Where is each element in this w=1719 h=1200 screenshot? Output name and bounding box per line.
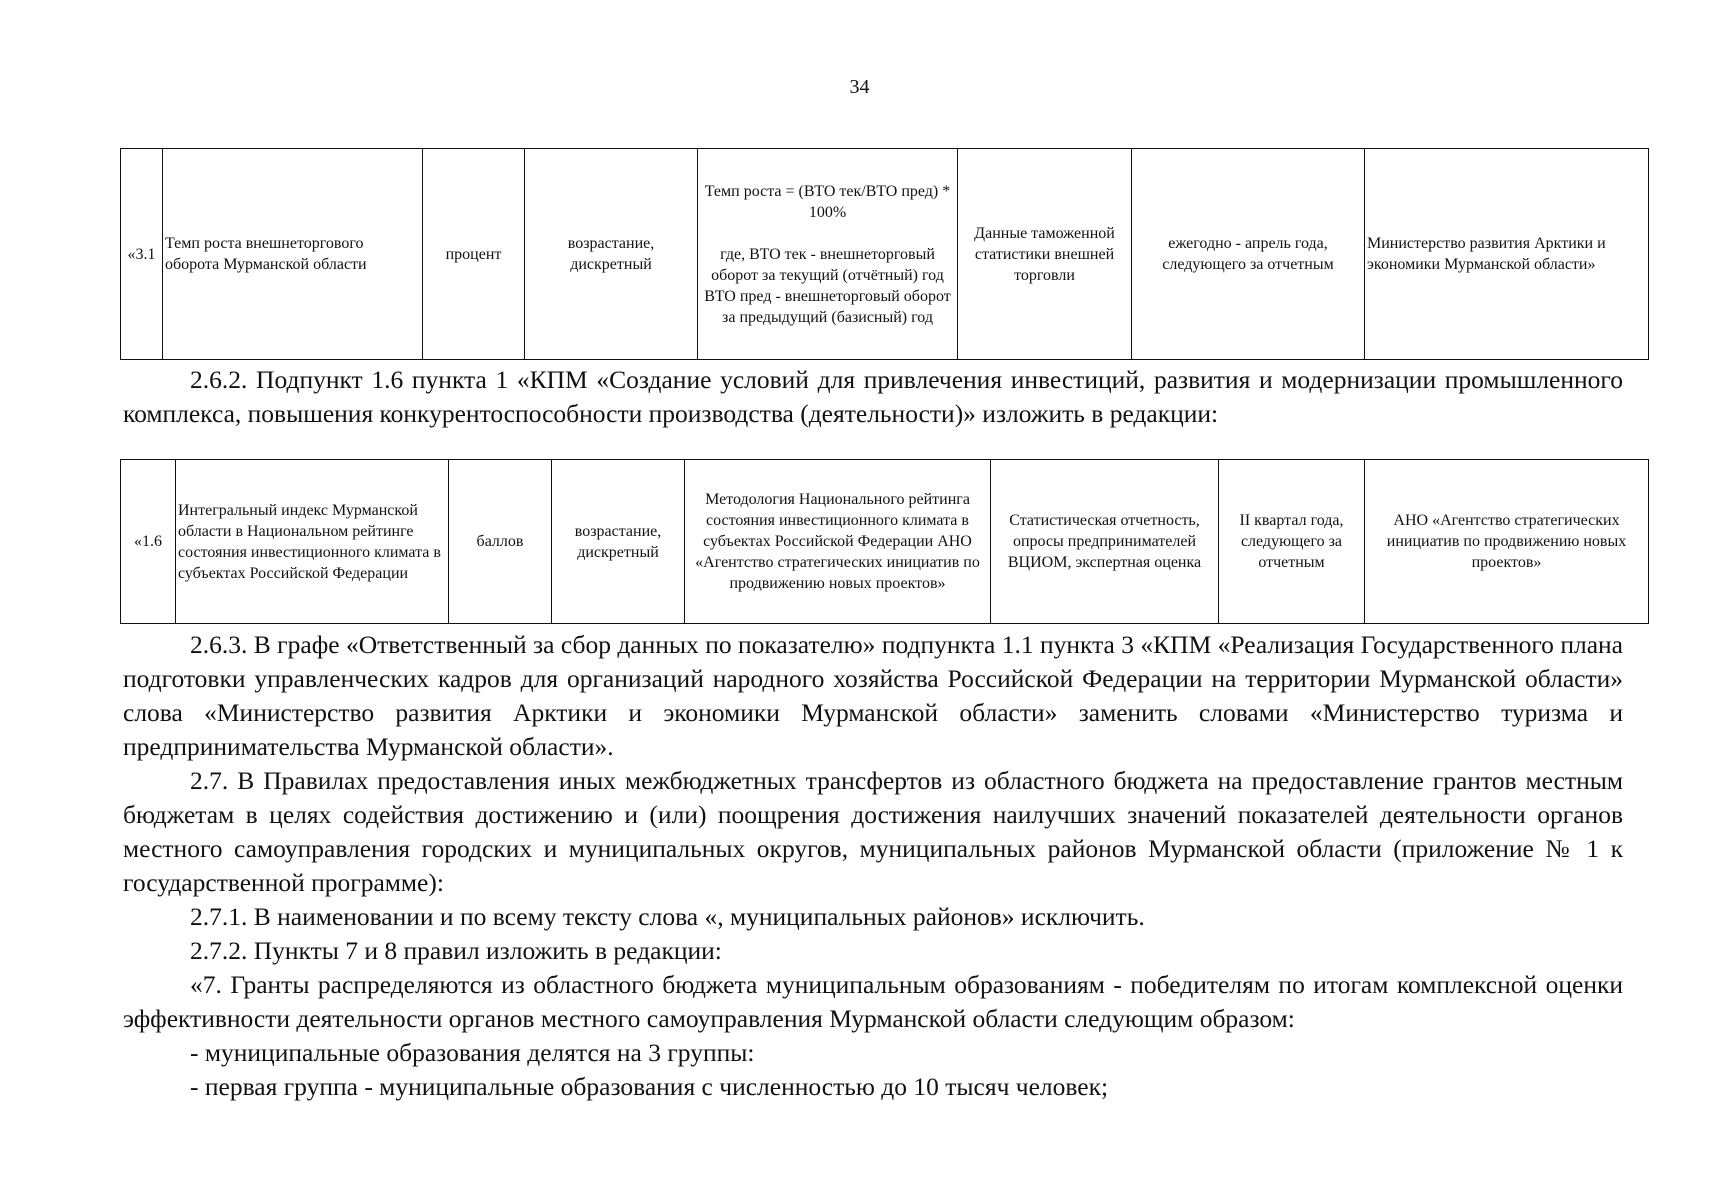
- period-cell: II квартал года, следующего за отчетным: [1219, 460, 1365, 624]
- paragraph-2-6-2-block: [123, 363, 1623, 431]
- indicator-name-cell: Темп роста внешнеторгового оборота Мурманской области: [163, 149, 423, 360]
- unit-cell: баллов: [449, 460, 552, 624]
- row-number-cell: «1.6: [121, 460, 176, 624]
- source-cell: Статистическая отчетность, опросы предпринимателей ВЦИОМ, экспертная оценка: [991, 460, 1219, 624]
- paragraph-first-group: - первая группа - муниципальные образования с численностью до 10 тысяч человек;: [190, 1072, 1109, 1101]
- unit-cell: процент: [423, 149, 525, 360]
- method-cell: Темп роста = (ВТО тек/ВТО пред) * 100% где, ВТО тек - внешнеторговый оборот за текущий (отчётный) год ВТО пред - внешнеторговый оборот за предыдущий (базисный) год: [698, 149, 958, 360]
- responsible-cell: Министерство развития Арктики и экономики Мурманской области»: [1365, 149, 1649, 360]
- period-cell: ежегодно - апрель года, следующего за отчетным: [1132, 149, 1365, 360]
- row-number-cell: «3.1: [121, 149, 163, 360]
- paragraph-2-6-3: 2.6.3. В графе «Ответственный за сбор данных по показателю» подпункта 1.1 пункта 3 «КПМ «Реализация Государственного плана подготовки управленческих кадров для организаций народного хозяйства Российской Федерации на территории Мурманской области» слова «Министерство развития Арктики и экономики Мурманской области» заменить словами «Министерство туризма и предпринимательства Мурманской области».: [123, 630, 1623, 761]
- indicator-table-3-1: [120, 148, 1649, 360]
- source-cell: Данные таможенной статистики внешней торговли: [958, 149, 1132, 360]
- paragraph-7: «7. Гранты распределяются из областного бюджета муниципальным образованиям - победителям по итогам комплексной оценки эффективности деятельности органов местного самоуправления Мурманской области следующим образом:: [123, 970, 1623, 1033]
- paragraph-2-7-1: 2.7.1. В наименовании и по всему тексту слова «, муниципальных районов» исключить.: [190, 902, 1145, 931]
- paragraph-2-7: 2.7. В Правилах предоставления иных межбюджетных трансфертов из областного бюджета на предоставление грантов местным бюджетам в целях содействия достижению и (или) поощрения достижения наилучших значений показателей деятельности органов местного самоуправления городских и муниципальных округов, муниципальных районов Мурманской области (приложение № 1 к государственной программе):: [123, 766, 1623, 897]
- trend-cell: возрастание, дискретный: [525, 149, 698, 360]
- table-row: [121, 460, 1649, 624]
- indicator-table-1-6: [120, 459, 1649, 624]
- method-cell: Методология Национального рейтинга состояния инвестиционного климата в субъектах Российской Федерации АНО «Агентство стратегических инициатив по продвижению новых проектов»: [685, 460, 991, 624]
- paragraph-groups: - муниципальные образования делятся на 3 группы:: [190, 1038, 755, 1067]
- body-text: [123, 628, 1623, 1104]
- trend-cell: возрастание, дискретный: [552, 460, 685, 624]
- paragraph-2-6-2: 2.6.2. Подпункт 1.6 пункта 1 «КПМ «Создание условий для привлечения инвестиций, развития и модернизации промышленного комплекса, повышения конкурентоспособности производства (деятельности)» изложить в редакции:: [123, 365, 1623, 428]
- indicator-name-cell: Интегральный индекс Мурманской области в Национальном рейтинге состояния инвестиционного климата в субъектах Российской Федерации: [176, 460, 449, 624]
- responsible-cell: АНО «Агентство стратегических инициатив по продвижению новых проектов»: [1365, 460, 1649, 624]
- table-row: [121, 149, 1649, 360]
- paragraph-2-7-2: 2.7.2. Пункты 7 и 8 правил изложить в редакции:: [190, 936, 722, 965]
- page-number: 34: [849, 76, 870, 98]
